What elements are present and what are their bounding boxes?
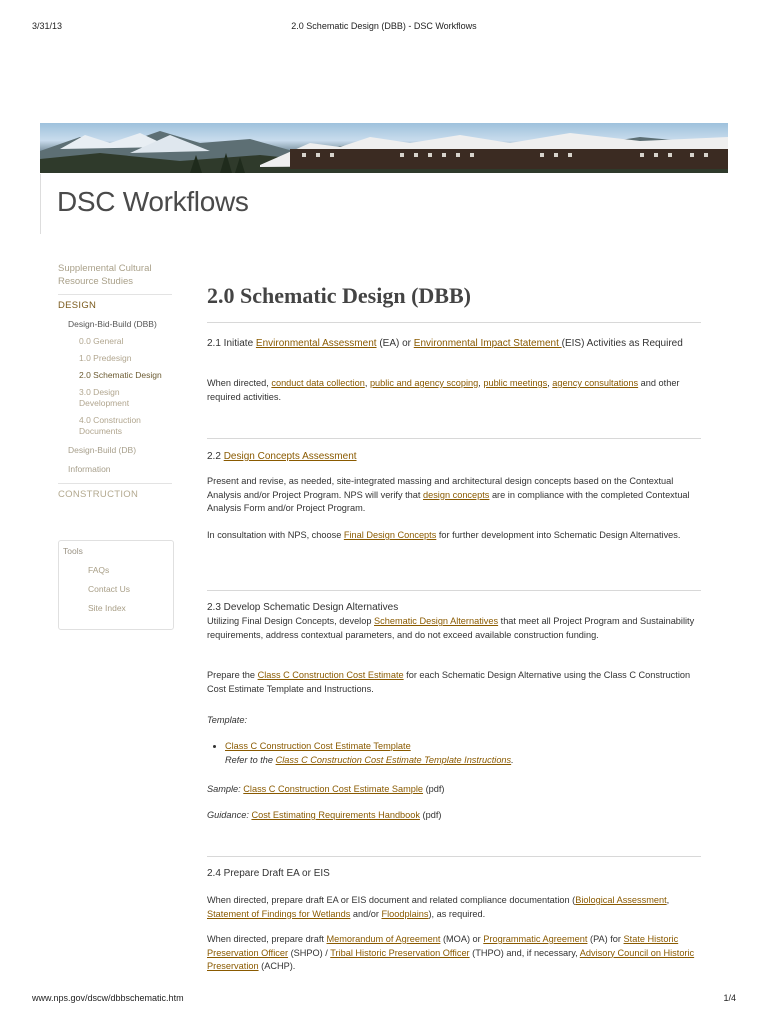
tools-item-contact-us[interactable]: Contact Us	[88, 584, 131, 594]
banner-image	[40, 123, 728, 173]
section-2-3-title: 2.3 Develop Schematic Design Alternatives	[207, 602, 399, 613]
section-2-4-title: 2.4 Prepare Draft EA or EIS	[207, 868, 330, 879]
section-2-1-text: When directed, conduct data collection, public and agency scoping, public meetings, agency consultations and other required activities.	[207, 378, 680, 402]
divider	[207, 590, 701, 591]
section-2-3-text-2: Prepare the Class C Construction Cost Estimate for each Schematic Design Alternative using the Class C Construction Cost Estimate Template and Instructions.	[207, 670, 691, 694]
sidebar-nav	[58, 262, 172, 504]
site-title[interactable]: DSC Workflows	[57, 186, 249, 217]
link-findings-wetlands[interactable]: Statement of Findings for Wetlands	[207, 908, 351, 919]
link-shpo[interactable]: State Historic Preservation Officer	[207, 934, 679, 958]
divider	[207, 856, 701, 857]
link-cost-estimating-handbook[interactable]: Cost Estimating Requirements Handbook	[251, 810, 420, 820]
sidebar-item-supplemental-cultural[interactable]: Supplemental Cultural Resource Studies	[58, 263, 152, 287]
section-2-4-text-2: When directed, prepare draft Memorandum of Agreement (MOA) or Programmatic Agreement (PA) for State Historic Preservation Officer (SHPO) / Tribal Historic Preservation Officer (THPO) and, if necessary, Advisory Council on Historic Preservation (ACHP).	[207, 934, 695, 971]
sidebar-item-information[interactable]: Information	[68, 464, 111, 474]
link-estimate-template-instructions[interactable]: Class C Construction Cost Estimate Template Instructions	[275, 755, 512, 765]
sidebar-item-design-build[interactable]: Design-Build (DB)	[68, 445, 137, 455]
link-environmental-impact-statement[interactable]: Environmental Impact Statement	[413, 338, 562, 349]
print-title: 2.0 Schematic Design (DBB) - DSC Workflows	[291, 21, 477, 31]
section-2-2-text-1: Present and revise, as needed, site-integrated massing and architectural design concepts based on the Contextual Analysis and/or Project Program. NPS will verify that design concepts are in compliance with the completed Contextual Analysis Form and/or Project Program.	[207, 476, 690, 513]
link-programmatic-agreement[interactable]: Programmatic Agreement	[483, 934, 588, 944]
link-achp[interactable]: Advisory Council on Historic Preservation	[207, 947, 695, 971]
print-date: 3/31/13	[32, 21, 63, 31]
title-divider	[40, 174, 41, 234]
page-title: 2.0 Schematic Design (DBB)	[207, 283, 471, 308]
sidebar-section-construction[interactable]: CONSTRUCTION	[58, 483, 172, 504]
tools-title: Tools	[63, 546, 83, 556]
guidance-line: Guidance: Cost Estimating Requirements Handbook (pdf)	[207, 810, 442, 820]
section-2-2-title: 2.2 Design Concepts Assessment	[207, 451, 357, 462]
tools-box	[58, 540, 174, 630]
divider	[207, 322, 701, 323]
list-item: • Class C Construction Cost Estimate Template Refer to the Class C Construction Cost Estimate Template Instructions.	[225, 739, 701, 767]
link-design-concepts-assessment[interactable]: Design Concepts Assessment	[223, 451, 357, 462]
link-estimate-sample[interactable]: Class C Construction Cost Estimate Sample	[243, 784, 424, 794]
link-floodplains[interactable]: Floodplains	[381, 908, 429, 919]
sidebar-item-general[interactable]: 0.0 General	[79, 336, 124, 346]
tools-item-site-index[interactable]: Site Index	[88, 603, 126, 613]
link-thpo[interactable]: Tribal Historic Preservation Officer	[330, 947, 470, 958]
link-public-agency-scoping[interactable]: public and agency scoping	[369, 378, 479, 388]
sidebar-section-design[interactable]: DESIGN	[58, 294, 172, 315]
link-schematic-design-alternatives[interactable]: Schematic Design Alternatives	[374, 616, 499, 626]
link-agency-consultations[interactable]: agency consultations	[552, 378, 639, 388]
link-biological-assessment[interactable]: Biological Assessment	[575, 895, 667, 905]
sidebar-item-schematic-design[interactable]: 2.0 Schematic Design	[79, 370, 162, 380]
sidebar-item-dbb[interactable]: Design-Bid-Build (DBB)	[68, 319, 157, 329]
sidebar-item-predesign[interactable]: 1.0 Predesign	[79, 353, 132, 363]
link-design-concepts[interactable]: design concepts	[422, 489, 490, 500]
print-url: www.nps.gov/dscw/dbbschematic.htm	[32, 993, 184, 1003]
link-public-meetings[interactable]: public meetings	[483, 378, 548, 388]
section-2-2-text-2: In consultation with NPS, choose Final Design Concepts for further development into Schematic Design Alternatives.	[207, 530, 681, 540]
print-page-number: 1/4	[723, 993, 736, 1003]
sidebar-item-design-development[interactable]: 3.0 Design Development	[79, 387, 130, 408]
link-final-design-concepts[interactable]: Final Design Concepts	[343, 530, 437, 540]
section-2-3-text-1: Utilizing Final Design Concepts, develop Schematic Design Alternatives that meet all Project Program and Sustainability requirements, address contextual parameters, and do not exceed available construction funding.	[207, 616, 695, 640]
link-memorandum-of-agreement[interactable]: Memorandum of Agreement	[326, 934, 441, 944]
link-environmental-assessment[interactable]: Environmental Assessment	[255, 338, 377, 349]
sample-line: Sample: Class C Construction Cost Estimate Sample (pdf)	[207, 784, 445, 794]
template-label: Template:	[207, 715, 248, 725]
link-conduct-data-collection[interactable]: conduct data collection	[271, 378, 365, 388]
section-2-4-text-1: When directed, prepare draft EA or EIS document and related compliance documentation (Biological Assessment, Statement of Findings for Wetlands and/or Floodplains), as required.	[207, 895, 670, 919]
section-2-1-title: 2.1 Initiate Environmental Assessment (EA) or Environmental Impact Statement (EIS) Activities as Required	[207, 338, 683, 349]
template-list	[207, 739, 701, 767]
link-class-c-estimate[interactable]: Class C Construction Cost Estimate	[257, 670, 404, 680]
link-estimate-template[interactable]: Class C Construction Cost Estimate Template	[225, 741, 411, 751]
tools-item-faqs[interactable]: FAQs	[88, 565, 110, 575]
sidebar-item-construction-documents[interactable]: 4.0 Construction Documents	[79, 415, 141, 436]
divider	[207, 438, 701, 439]
